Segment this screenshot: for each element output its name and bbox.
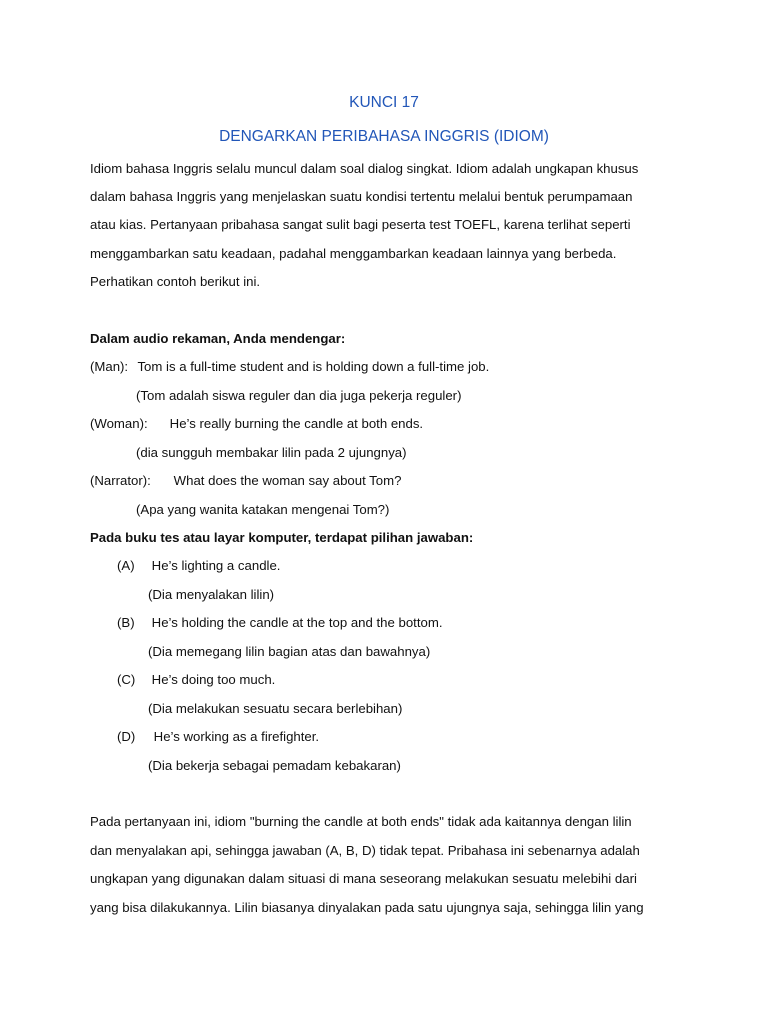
choice-text: He’s holding the candle at the top and the bottom. <box>151 615 443 630</box>
speaker-label: (Woman): <box>90 416 148 431</box>
choice-text: He’s working as a firefighter. <box>153 729 320 744</box>
choice-letter: (D) <box>117 729 136 744</box>
intro-line: dalam bahasa Inggris yang menjelaskan suatu kondisi tertentu melalui bentuk perumpamaan <box>90 189 633 204</box>
dialog-translation: (dia sungguh membakar lilin pada 2 ujungnya) <box>136 445 407 460</box>
choice-translation: (Dia menyalakan lilin) <box>148 587 275 602</box>
choices-heading: Pada buku tes atau layar komputer, terdapat pilihan jawaban: <box>90 530 474 545</box>
intro-line: atau kias. Pertanyaan pribahasa sangat sulit bagi peserta test TOEFL, karena terlihat seperti <box>90 217 631 232</box>
choice-c <box>117 671 275 689</box>
dialog-text: He’s really burning the candle at both ends. <box>169 416 424 431</box>
intro-line: menggambarkan satu keadaan, padahal menggambarkan keadaan lainnya yang berbeda. <box>90 246 617 261</box>
choice-text: He’s lighting a candle. <box>151 558 281 573</box>
page-title: KUNCI 17 <box>349 94 419 111</box>
dialog-man <box>90 358 489 376</box>
choice-letter: (B) <box>117 615 135 630</box>
explanation-line: yang bisa dilakukannya. Lilin biasanya dinyalakan pada satu ujungnya saja, sehingga lilin yang <box>90 900 644 915</box>
dialog-translation: (Tom adalah siswa reguler dan dia juga pekerja reguler) <box>136 388 462 403</box>
choice-letter: (C) <box>117 672 136 687</box>
explanation-line: dan menyalakan api, sehingga jawaban (A, B, D) tidak tepat. Pribahasa ini sebenarnya adalah <box>90 843 640 858</box>
explanation-line: ungkapan yang digunakan dalam situasi di mana seseorang melakukan sesuatu melebihi dari <box>90 871 637 886</box>
dialog-narrator <box>90 472 401 490</box>
choice-text: He’s doing too much. <box>151 672 276 687</box>
choice-d <box>117 728 319 746</box>
dialog-text: Tom is a full-time student and is holding down a full-time job. <box>137 359 490 374</box>
intro-line: Idiom bahasa Inggris selalu muncul dalam soal dialog singkat. Idiom adalah ungkapan khusus <box>90 161 639 176</box>
choice-a <box>117 557 280 575</box>
dialog-translation: (Apa yang wanita katakan mengenai Tom?) <box>136 502 390 517</box>
speaker-label: (Man): <box>90 359 129 374</box>
choice-translation: (Dia memegang lilin bagian atas dan bawahnya) <box>148 644 431 659</box>
intro-line: Perhatikan contoh berikut ini. <box>90 274 261 289</box>
page-subtitle: DENGARKAN PERIBAHASA INGGRIS (IDIOM) <box>219 128 549 145</box>
explanation-line: Pada pertanyaan ini, idiom "burning the candle at both ends" tidak ada kaitannya dengan lilin <box>90 814 632 829</box>
choice-letter: (A) <box>117 558 135 573</box>
choice-translation: (Dia melakukan sesuatu secara berlebihan) <box>148 701 403 716</box>
dialog-woman <box>90 415 423 433</box>
speaker-label: (Narrator): <box>90 473 151 488</box>
choice-translation: (Dia bekerja sebagai pemadam kebakaran) <box>148 758 401 773</box>
dialog-text: What does the woman say about Tom? <box>173 473 402 488</box>
audio-heading: Dalam audio rekaman, Anda mendengar: <box>90 331 346 346</box>
choice-b <box>117 614 443 632</box>
